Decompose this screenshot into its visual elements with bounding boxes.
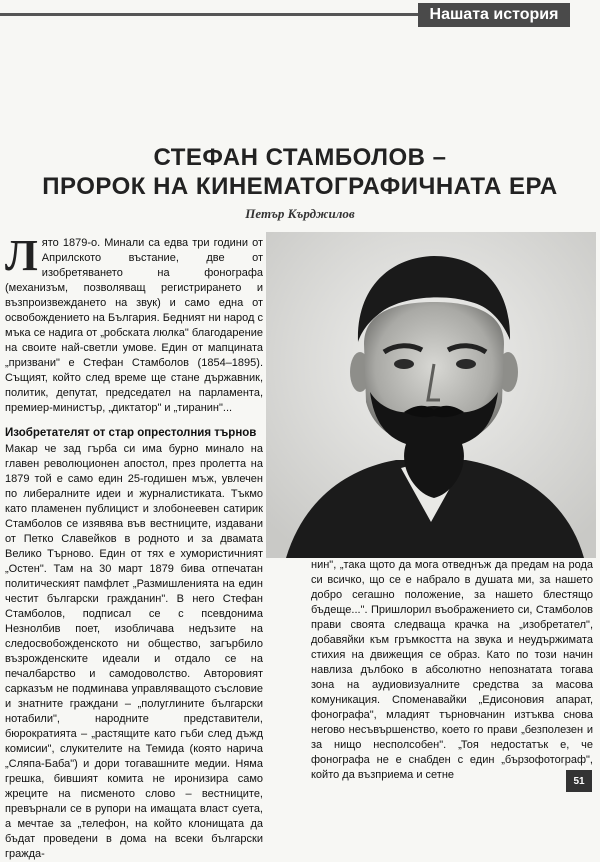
intro-paragraph: [5, 231, 263, 416]
title-line-2: ПРОРОК НА КИНЕМАТОГРАФИЧНАТА ЕРА: [42, 173, 558, 200]
author-byline: Петър Кърджилов: [245, 206, 355, 221]
body-text-right: нин", „така щото да мога отведнъж да предам на рода си всичко, що се е набрало в душата ми, за нашето добро сегашно положение, за нашето блестящо бъдеще...". Пришлорил въображението си, Стамболов прави своята следваща крачка на „изобретател", добавяйки към гръмкостта на звука и неудържимата стихия на движещия се образ. Като по този начин навлиза дълбоко в абсолютно непознатата тогава зона на аудиовизуалните средства за масова комуникация. Споменавайки „Едисоновия апарат, фонографа", младият търновчанин изтъква снова негово несъвършенство, което го прави „безполезен и за нищо несполсобен". „Тоя недостатък е, че фонографа не е снабден с един „бързофотограф", който да възприема и сетне: [311, 559, 593, 781]
body-text-left: Макар че зад гърба си има бурно минало на главен революционен апостол, през пролетта на 1879 той е само един 25-годишен мъж, увлечен по либералните идеи и журналистиката. Тъкмо като пламенен публицист и злобонеевен сатирик Стамболов се изявява във вестниците, издавани от Петко Славейков в родното и за двамата Велико Търново. Един от тях е хумористичният „Остен". Там на 30 март 1879 бива отпечатан политическият памфлет „Размишленията на един честит български гражданин". В него Стефан Стамболов, подписал се с псевдонима Незнолбив поет, изобличава недъзите на следосвобожденското ни общество, загърбило възрожденските идеали и отдало се на печалбарство и самодоволство. Авторовият сарказъм не подминава управляващото съсловие и знатните граждани – „полуглините български нотабили", народните представители, бюрократията – „растящите като гъби след дъжд комисии", слукителите на Темида (която нарича „Сляпа-Баба") и дори тогавашните медии. Няма грешка, бившият комита не иронизира само жреците на писменото слово – вестниците, превърнали се в рупори на имащата власт суета, а мечтае за „телефон, на който клонищата да бъдат проведени в дома на всеки български гражда-: [5, 443, 263, 860]
section-label: Нашата история: [418, 3, 570, 27]
page-number: 51: [566, 770, 592, 792]
right-column: [311, 558, 593, 783]
header-bar: [0, 0, 600, 30]
title-line-1: СТЕФАН СТАМБОЛОВ –: [153, 144, 447, 171]
header-rule: [0, 13, 420, 16]
portrait-photo: [266, 232, 596, 558]
subheading: Изобретателят от стар опрестолния търнов: [5, 427, 257, 439]
article-title: [0, 143, 600, 201]
left-column: [5, 231, 263, 862]
portrait-image: [266, 232, 596, 558]
intro-text: ято 1879-о. Минали са едва три години от Априлското въстание, две от изобретяването на фонографа (механизъм, позволяващ регистрирането и възпроизвеждането на звук) и само една от освобождението на България. Бедният ни народ с мъка се надига от „робската люлка" благодарение на своите най-светли умове. Един от мапцината „призвани" е Стефан Стамболов (1854–1895). Същият, който след време ще стане държавник, политик, депутат, председател на парламента, премиер-министър, „диктатор" и „тиранин"...: [5, 237, 263, 414]
drop-cap: Л: [5, 231, 38, 280]
